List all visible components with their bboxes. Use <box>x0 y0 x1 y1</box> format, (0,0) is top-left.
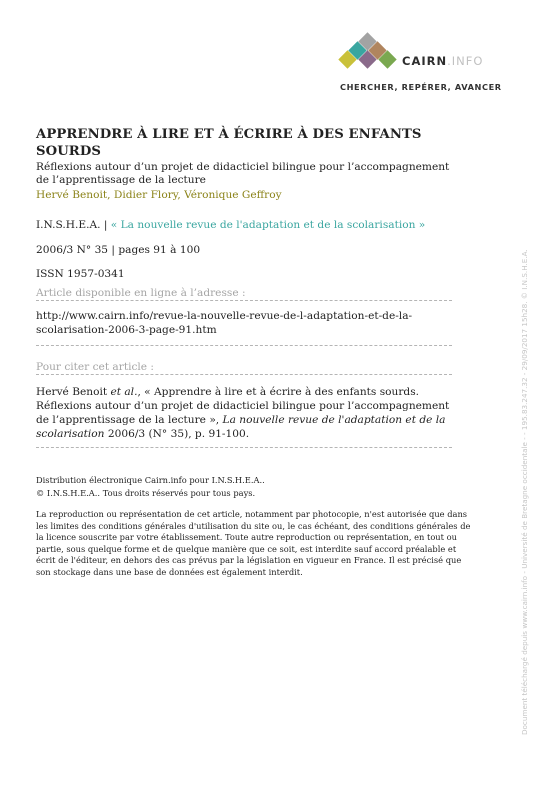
copyright-line: © I.N.S.H.E.A.. Tous droits réservés pour tous pays. <box>36 488 256 498</box>
citation-author: Hervé Benoit <box>36 386 111 398</box>
logo-name-main: CAIRN <box>402 54 448 68</box>
journal-link[interactable]: « La nouvelle revue de l'adaptation et de la scolarisation » <box>110 219 426 231</box>
citation-title: , « Apprendre à lire et à écrire à des enfants sourds. Réflexions autour d’un projet de didacticiel bilingue pour l’accompagnement de l’apprentissage de la lecture », <box>36 386 450 426</box>
issn: ISSN 1957-0341 <box>36 268 125 280</box>
divider <box>36 447 452 448</box>
legal-notice: La reproduction ou représentation de cet article, notamment par photocopie, n'est autorisée que dans les limites des conditions générales d'utilisation du site ou, le cas échéant, des conditions générales de la licence souscrite par votre établissement. Toute autre reproduction ou représentation, en tout ou partie, sous quelque forme et de quelque manière que ce soit, est interdite sauf accord préalable et écrit de l'éditeur, en dehors des cas prévus par la législation en vigueur en France. Il est précisé que son stockage dans une base de données est également interdit. <box>36 509 471 577</box>
publisher-line <box>36 218 452 232</box>
distribution-line: Distribution électronique Cairn.info pour I.N.S.H.E.A.. <box>36 475 265 485</box>
article-authors[interactable]: Hervé Benoit, Didier Flory, Véronique Geffroy <box>36 189 282 201</box>
article-title: APPRENDRE À LIRE ET À ÉCRIRE À DES ENFANTS SOURDS <box>36 127 422 159</box>
citation-journal: La nouvelle revue de l'adaptation et de la scolarisation <box>36 414 446 440</box>
cairn-logo <box>338 34 508 94</box>
logo-name-suffix: INFO <box>451 54 484 68</box>
issue-info: 2006/3 N° 35 | pages 91 à 100 <box>36 244 201 256</box>
distribution-info <box>36 474 466 500</box>
available-label: Article disponible en ligne à l’adresse : <box>36 287 246 299</box>
citation-issue: 2006/3 (N° 35), p. 91-100. <box>104 428 250 440</box>
article-url[interactable]: http://www.cairn.info/revue-la-nouvelle-revue-de-l-adaptation-et-de-la-scolarisation-2006-3-page-91.htm <box>36 310 413 336</box>
download-watermark: Document téléchargé depuis www.cairn.info - Université de Bretagne occidentale - - 195.83.247.32 - 29/09/2017 15h28. © I.N.S.H.E.A. <box>520 249 529 735</box>
citation-etal: et al. <box>110 386 138 398</box>
article-subtitle: Réflexions autour d’un projet de didacticiel bilingue pour l’accompagnement de l’apprentissage de la lecture <box>36 161 450 186</box>
divider <box>36 374 452 375</box>
divider <box>36 300 452 301</box>
citation <box>36 385 452 441</box>
cite-label: Pour citer cet article : <box>36 361 154 373</box>
divider <box>36 345 452 346</box>
publisher: I.N.S.H.E.A. | <box>36 219 111 231</box>
article-header <box>36 126 452 448</box>
logo-wordmark <box>402 54 483 68</box>
cairn-logo-mark <box>338 34 398 74</box>
logo-name-dot: . <box>447 54 452 68</box>
logo-tagline: CHERCHER, REPÉRER, AVANCER <box>340 82 502 92</box>
